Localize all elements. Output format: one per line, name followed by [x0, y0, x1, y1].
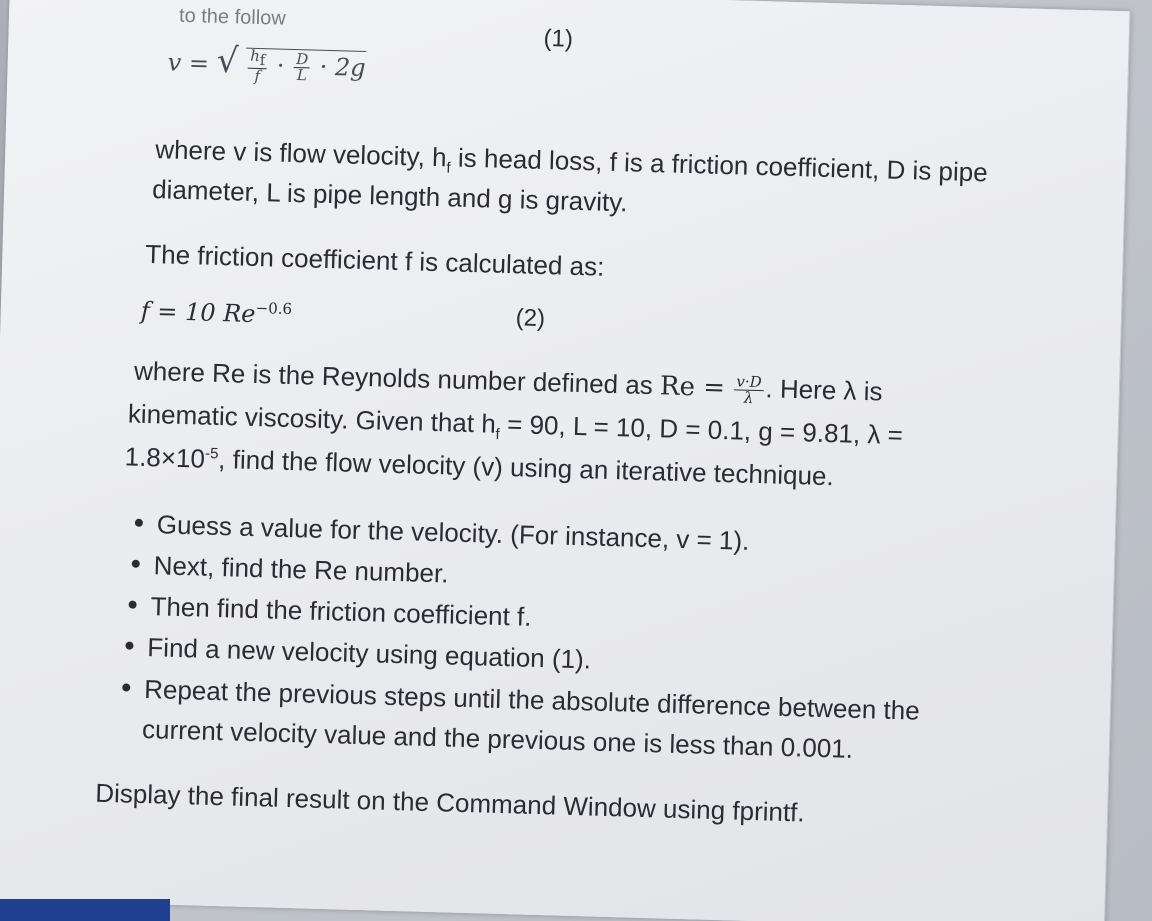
equation-1-number: (1) [543, 24, 574, 53]
bullet-icon [132, 560, 140, 568]
equation-1: v = √ $\frac{h_f}{f}$ · $\frac{D}{L}$ · 2g [167, 40, 367, 86]
equation-2: f = 10 $Re^{-0.6}$ [140, 296, 293, 328]
bullet-icon [125, 642, 133, 650]
friction-intro: The friction coefficient f is calculated as: [144, 238, 605, 282]
bullet-guess: Guess a value for the velocity. (For instance, v = 1). [134, 509, 749, 557]
equation-2-number: (2) [515, 304, 546, 333]
bullet-friction: Then find the friction coefficient f. [128, 591, 532, 633]
bullet-reynolds: Next, find the Re number. [131, 550, 449, 590]
bullet-icon [135, 519, 143, 527]
sqrt-icon: √ [216, 40, 239, 82]
bullet-icon [128, 601, 136, 609]
bullet-repeat: Repeat the previous steps until the absolute difference between the [122, 673, 920, 726]
eq1-frac-hf: $\frac{h_f}{f}$ [247, 49, 267, 85]
taskbar-strip [0, 899, 170, 921]
reynolds-definition: where Re is the Reynolds number defined as Re = $\frac{v\cdot D}{\lambda}$ . Here λ is [133, 355, 883, 407]
bullet-icon [122, 684, 130, 692]
re-fraction: $\frac{v\cdot D}{\lambda}$ [736, 372, 762, 407]
eq1-lhs: v = [167, 48, 210, 78]
paragraph-definitions-line2: diameter, L is pipe length and g is gravity. [151, 174, 628, 218]
cut-off-heading: to the follow [178, 4, 287, 30]
eq1-frac-dl: $\frac{D}{L}$ [296, 50, 309, 85]
given-values: kinematic viscosity. Given that $h_f = 90$, L = 10, D = 0.1, g = 9.81, λ = [127, 398, 904, 451]
paragraph-definitions: where v is flow velocity, $h_f$ is head loss, f is a friction coefficient, D is pipe [154, 134, 989, 188]
bullet-new-velocity: Find a new velocity using equation (1). [125, 631, 591, 675]
eq1-tail: · 2g [319, 52, 367, 82]
bullet-repeat-continued: current velocity value and the previous one is less than 0.001. [141, 713, 854, 764]
task-statement: $1.8\times 10^{-5}$, find the flow velocity (v) using an iterative technique. [124, 441, 835, 492]
final-instruction: Display the final result on the Command Window using fprintf. [94, 777, 806, 828]
